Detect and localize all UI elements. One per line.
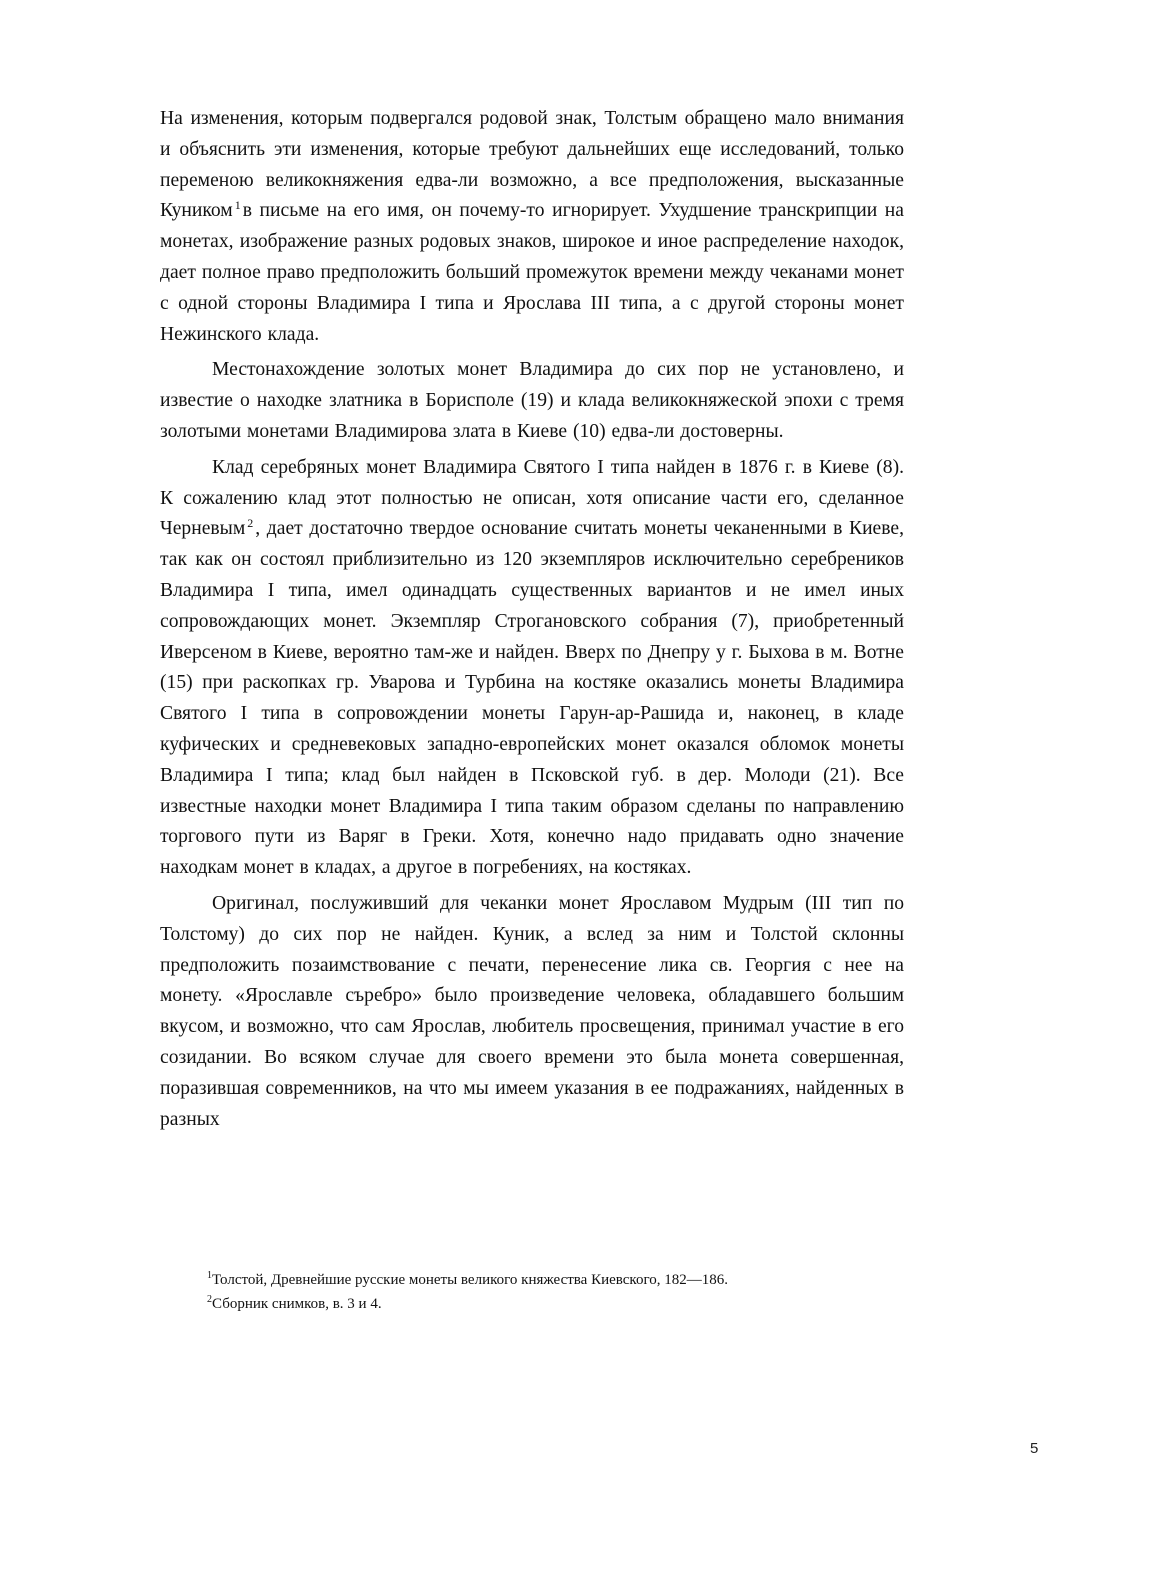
main-text [160,104,904,1140]
page-number: 5 [1030,1440,1039,1457]
footnote-reference-1: 1 [234,197,241,212]
paragraph-3 [160,453,904,884]
footnote-2-text: Сборник снимков, в. 3 и 4. [212,1296,382,1312]
footnote-reference-2: 2 [247,515,254,530]
paragraph-1-text-start: На изменения, которым подвергался родовой знак, Толстым обращено мало внимания и объяснить эти изменения, которые требуют дальнейших еще исследований, только переменою великокняжения едва-ли возможно, а все предположения, высказанные Куником [160,108,904,222]
footnote-2-mark: 2 [207,1294,212,1305]
footnote-1 [207,1268,927,1292]
paragraph-2: Местонахождение золотых монет Владимира до сих пор не установлено, и известие о находке златника в Борисполе (19) и клада великокняжеской эпохи с тремя золотыми монетами Владимирова злата в Киеве (10) едва-ли достоверны. [160,359,904,442]
footnote-1-mark: 1 [207,1270,212,1281]
paragraph-3-text-start: Клад серебряных монет Владимира Святого I типа найден в 1876 г. в Киеве (8). К сожалению клад этот полностью не описан, хотя описание части его, сделанное Черневым [160,456,904,540]
paragraph-4: Оригинал, послуживший для чеканки монет Ярославом Мудрым (III тип по Толстому) до сих пор не найден. Куник, а вслед за ним и Толстой склонны предположить позаимствование с печати, перенесение лика св. Георгия с нее на монету. «Ярославле съребро» было произведение человека, обладавшего большим вкусом, и возможно, что сам Ярослав, любитель просвещения, принимал участие в его созидании. Во всяком случае для своего времени это была монета совершенная, поразившая современников, на что мы имеем указания в ее подражаниях, найденных в разных [160,892,904,1130]
footnotes [207,1268,927,1316]
footnote-1-text: Толстой, Древнейшие русские монеты великого княжества Киевского, 182—186. [212,1272,728,1288]
paragraph-3-text-end: , дает достаточно твердое основание считать монеты чеканенными в Киеве, так как он состоял приблизительно из 120 экземпляров исключительно серебреников Владимира I типа, имел одинадцать существенных вариантов и не имел иных сопровождающих монет. Экземпляр Строгановского собрания (7), приобретенный Иверсеном в Киеве, вероятно там-же и найден. Вверх по Днепру у г. Быхова в м. Вотне (15) при раскопках гр. Уварова и Турбина на костяке оказались монеты Владимира Святого I типа в сопровождении монеты Гарун-ар-Рашида и, наконец, в кладе куфических и средневековых западно-европейских монет оказался обломок монеты Владимира I типа; клад был найден в Псковской губ. в дер. Молоди (21). Все известные находки монет Владимира I типа таким образом сделаны по направлению торгового пути из Варяг в Греки. Хотя, конечно надо придавать одно значение находкам монет в кладах, а другое в погребениях, на костяках. [160,518,904,879]
paragraph-1 [160,104,904,350]
footnote-2 [207,1292,927,1316]
paragraph-1-text-end: в письме на его имя, он почему-то игнорирует. Ухудшение транскрипции на монетах, изображение разных родовых знаков, широкое и иное распределение находок, дает полное право предположить больший промежуток времени между чеканами монет с одной стороны Владимира I типа и Ярослава III типа, а с другой стороны монет Нежинского клада. [160,200,904,345]
